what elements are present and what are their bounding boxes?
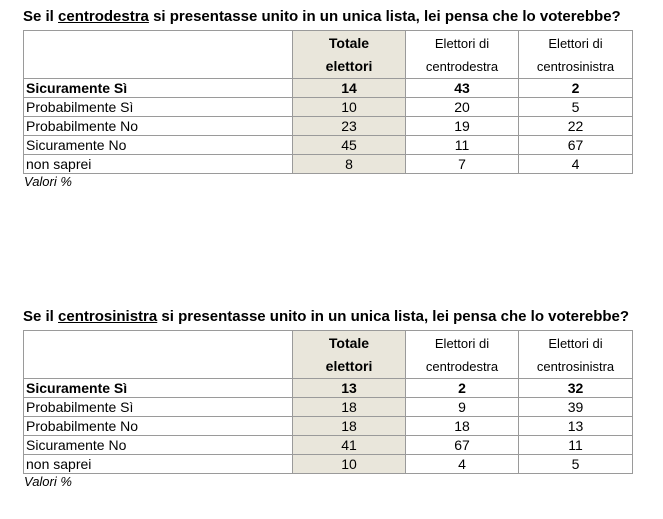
table-row: [24, 398, 633, 417]
cell-total: 10: [293, 98, 406, 117]
row-label: Probabilmente Sì: [24, 398, 293, 417]
cell-centrosinistra: 39: [519, 398, 633, 417]
cell-centrosinistra: 32: [519, 379, 633, 398]
cell-total: 14: [293, 79, 406, 98]
table-row: [24, 436, 633, 455]
table-row: [24, 136, 633, 155]
values-note: Valori %: [24, 174, 72, 189]
cell-centrodestra: 4: [406, 455, 519, 474]
header-centrosinistra-electors: Elettori di centrosinistra: [519, 331, 633, 379]
header-total-electors: Totale elettori: [293, 31, 406, 79]
cell-centrosinistra: 13: [519, 417, 633, 436]
cell-centrodestra: 2: [406, 379, 519, 398]
cell-centrosinistra: 5: [519, 98, 633, 117]
cell-centrosinistra: 5: [519, 455, 633, 474]
table-row: [24, 155, 633, 174]
cell-total: 13: [293, 379, 406, 398]
header-empty-cell: [24, 31, 293, 79]
cell-total: 23: [293, 117, 406, 136]
table-row: [24, 417, 633, 436]
results-table: [23, 330, 633, 474]
table-row: [24, 79, 633, 98]
cell-total: 18: [293, 417, 406, 436]
header-empty-cell: [24, 331, 293, 379]
row-label: Probabilmente No: [24, 417, 293, 436]
cell-total: 18: [293, 398, 406, 417]
poll-section-centrosinistra: [23, 306, 635, 490]
row-label: Probabilmente No: [24, 117, 293, 136]
table-row: [24, 379, 633, 398]
cell-centrosinistra: 22: [519, 117, 633, 136]
header-row: [24, 31, 633, 79]
cell-centrodestra: 11: [406, 136, 519, 155]
row-label: non saprei: [24, 155, 293, 174]
row-label: non saprei: [24, 455, 293, 474]
row-label: Probabilmente Sì: [24, 98, 293, 117]
row-label: Sicuramente Sì: [24, 79, 293, 98]
question-party-underlined: centrodestra: [58, 8, 149, 25]
cell-centrodestra: 43: [406, 79, 519, 98]
header-row: [24, 331, 633, 379]
table-row: [24, 117, 633, 136]
header-centrodestra-electors: Elettori di centrodestra: [406, 31, 519, 79]
cell-centrodestra: 67: [406, 436, 519, 455]
cell-total: 8: [293, 155, 406, 174]
cell-centrosinistra: 2: [519, 79, 633, 98]
row-label: Sicuramente No: [24, 136, 293, 155]
question-title: Se il centrodestra si presentasse unito in un unica lista, lei pensa che lo voterebbe?: [23, 8, 621, 25]
row-label: Sicuramente No: [24, 436, 293, 455]
table-row: [24, 455, 633, 474]
header-total-electors: Totale elettori: [293, 331, 406, 379]
row-label: Sicuramente Sì: [24, 379, 293, 398]
cell-centrodestra: 18: [406, 417, 519, 436]
cell-total: 41: [293, 436, 406, 455]
cell-centrodestra: 20: [406, 98, 519, 117]
cell-centrodestra: 9: [406, 398, 519, 417]
cell-centrosinistra: 67: [519, 136, 633, 155]
header-centrosinistra-electors: Elettori di centrosinistra: [519, 31, 633, 79]
cell-centrodestra: 7: [406, 155, 519, 174]
cell-total: 45: [293, 136, 406, 155]
poll-section-centrodestra: [23, 6, 635, 190]
header-centrodestra-electors: Elettori di centrodestra: [406, 331, 519, 379]
cell-total: 10: [293, 455, 406, 474]
cell-centrosinistra: 11: [519, 436, 633, 455]
cell-centrosinistra: 4: [519, 155, 633, 174]
results-table: [23, 30, 633, 174]
question-party-underlined: centrosinistra: [58, 308, 158, 325]
question-title: Se il centrosinistra si presentasse unito in un unica lista, lei pensa che lo voterebbe?: [23, 308, 630, 325]
cell-centrodestra: 19: [406, 117, 519, 136]
table-row: [24, 98, 633, 117]
values-note: Valori %: [24, 474, 72, 489]
